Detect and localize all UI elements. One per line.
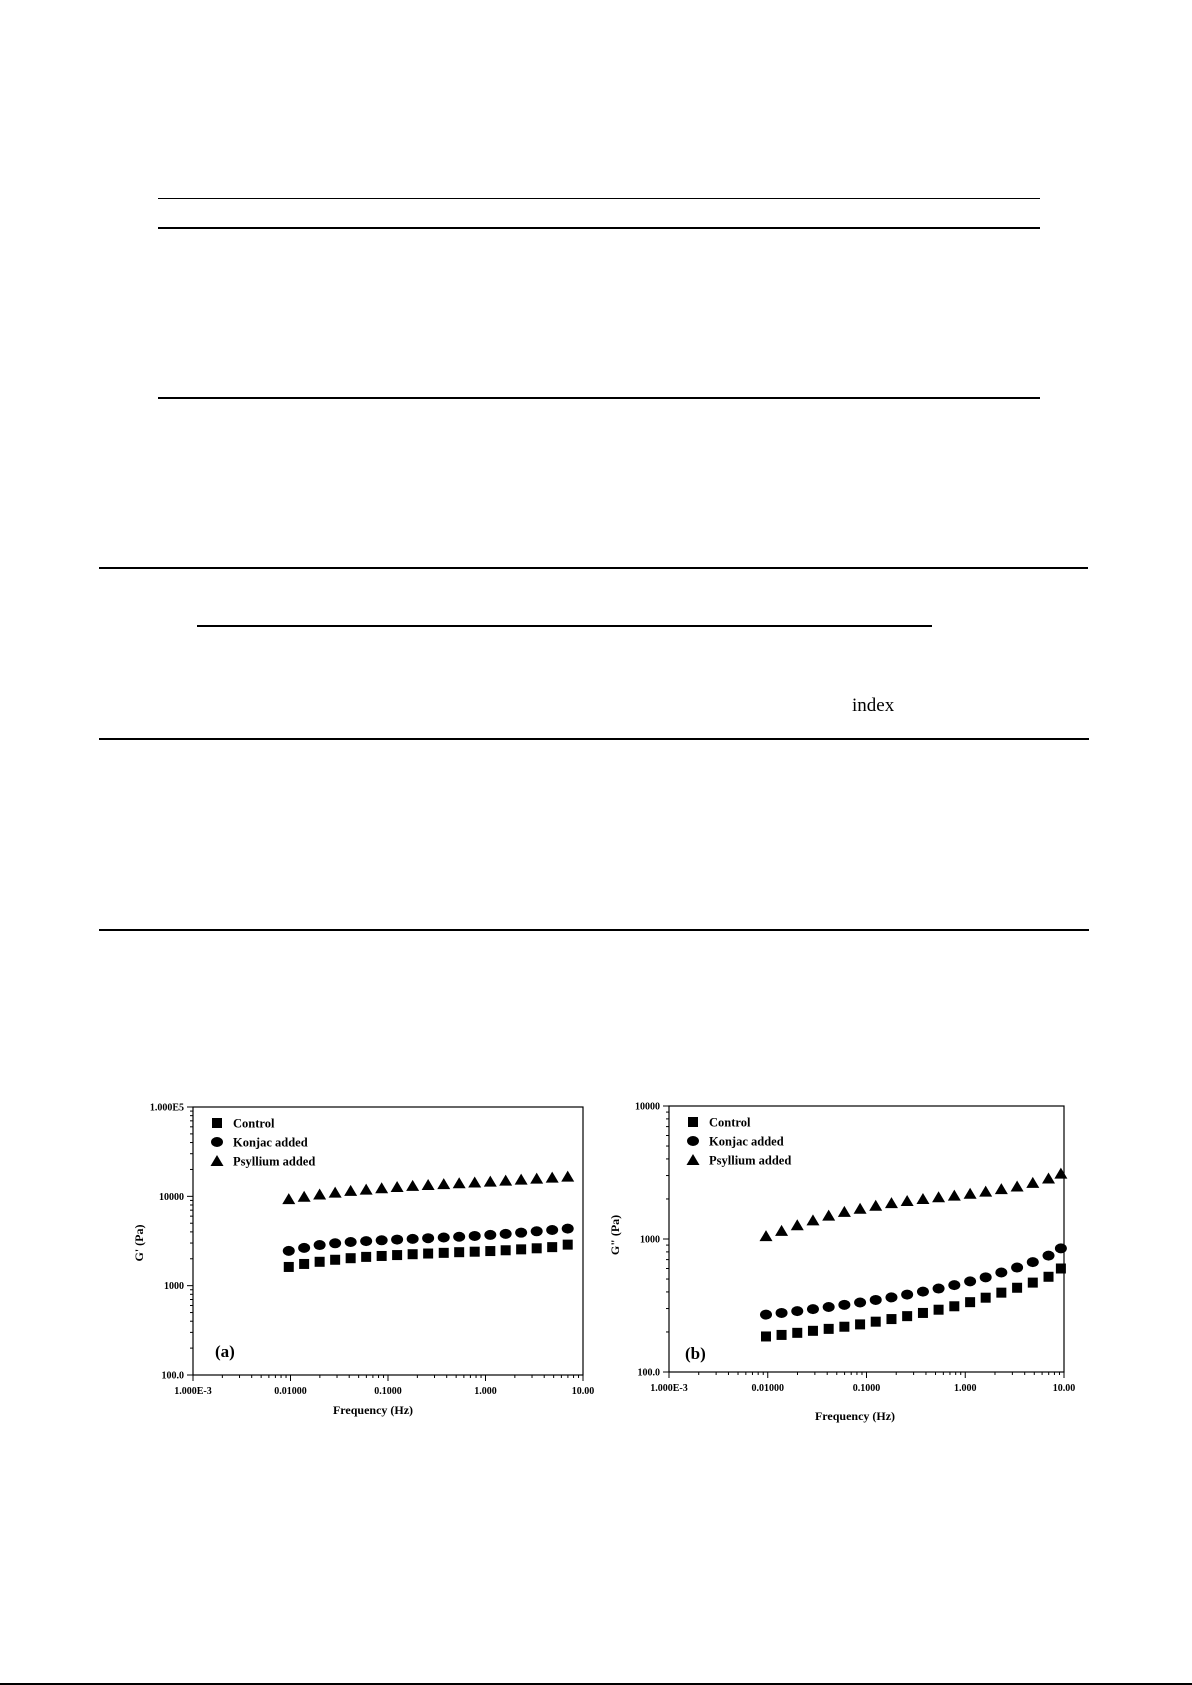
data-point-circle	[484, 1230, 496, 1240]
data-point-circle	[314, 1240, 326, 1250]
data-point-triangle	[1011, 1181, 1024, 1192]
data-point-circle	[901, 1290, 913, 1300]
data-point-triangle	[282, 1193, 295, 1204]
data-point-circle	[407, 1234, 419, 1244]
x-tick-label: 1.000E-3	[174, 1386, 212, 1397]
data-point-circle	[760, 1310, 772, 1320]
data-point-circle	[885, 1292, 897, 1302]
data-point-square	[547, 1242, 557, 1252]
data-point-circle	[995, 1267, 1007, 1277]
legend-label-konjac-added: Konjac added	[709, 1134, 784, 1149]
data-point-circle	[823, 1302, 835, 1312]
data-point-triangle	[775, 1225, 788, 1236]
legend-marker-circle	[211, 1137, 223, 1147]
legend-label-konjac-added: Konjac added	[233, 1135, 308, 1150]
data-point-circle	[360, 1236, 372, 1246]
data-point-square	[315, 1257, 325, 1267]
data-point-square	[346, 1253, 356, 1263]
series-psyllium-added	[759, 1168, 1067, 1242]
data-point-square	[330, 1255, 340, 1265]
table2-spanner-rule	[197, 625, 932, 627]
data-point-circle	[376, 1235, 388, 1245]
legend-marker-square	[212, 1118, 222, 1128]
legend	[687, 1116, 792, 1168]
data-point-square	[1044, 1272, 1054, 1282]
x-tick-label: 0.01000	[274, 1386, 307, 1397]
data-point-triangle	[422, 1179, 435, 1190]
data-point-circle	[980, 1272, 992, 1282]
data-point-square	[439, 1248, 449, 1258]
data-point-square	[392, 1250, 402, 1260]
data-point-circle	[469, 1231, 481, 1241]
x-tick-label: 0.01000	[751, 1383, 784, 1394]
data-point-square	[1028, 1278, 1038, 1288]
data-point-triangle	[759, 1230, 772, 1241]
data-point-square	[284, 1262, 294, 1272]
data-point-triangle	[1042, 1173, 1055, 1184]
legend-label-psyllium-added: Psyllium added	[233, 1154, 316, 1169]
data-point-square	[777, 1330, 787, 1340]
data-point-circle	[453, 1232, 465, 1242]
series-control	[284, 1240, 573, 1272]
legend-marker-triangle	[687, 1154, 700, 1165]
data-point-triangle	[530, 1173, 543, 1184]
data-point-circle	[1043, 1251, 1055, 1261]
data-point-circle	[807, 1304, 819, 1314]
data-point-triangle	[313, 1188, 326, 1199]
data-point-square	[981, 1293, 991, 1303]
chart-loss-modulus	[600, 1095, 1080, 1435]
x-tick-label: 10.00	[571, 1386, 595, 1397]
data-point-triangle	[546, 1172, 559, 1183]
data-point-square	[516, 1244, 526, 1254]
panel-label: (b)	[685, 1344, 706, 1363]
data-point-square	[470, 1247, 480, 1257]
x-tick-label: 10.00	[1052, 1383, 1076, 1394]
data-point-square	[1012, 1283, 1022, 1293]
data-point-circle	[1027, 1257, 1039, 1267]
legend-marker-circle	[687, 1136, 699, 1146]
legend-label-control: Control	[233, 1116, 275, 1131]
data-point-circle	[531, 1226, 543, 1236]
data-point-triangle	[375, 1182, 388, 1193]
data-point-circle	[298, 1243, 310, 1253]
data-point-square	[408, 1249, 418, 1259]
table1-bottom-rule	[158, 397, 1040, 399]
data-point-triangle	[468, 1176, 481, 1187]
data-point-triangle	[822, 1210, 835, 1221]
data-point-circle	[776, 1308, 788, 1318]
data-point-circle	[391, 1235, 403, 1245]
data-point-triangle	[344, 1185, 357, 1196]
table1-header-rule	[158, 227, 1040, 229]
data-point-square	[855, 1319, 865, 1329]
data-point-triangle	[437, 1178, 450, 1189]
data-point-circle	[1011, 1263, 1023, 1273]
data-point-triangle	[995, 1183, 1008, 1194]
chart-storage-modulus	[120, 1095, 600, 1425]
data-point-triangle	[791, 1219, 804, 1230]
x-axis-title: Frequency (Hz)	[814, 1409, 896, 1423]
x-tick-label: 0.1000	[852, 1383, 881, 1394]
data-point-triangle	[948, 1190, 961, 1201]
y-tick-label: 1000	[640, 1234, 660, 1246]
data-point-triangle	[561, 1171, 574, 1182]
data-point-circle	[422, 1233, 434, 1243]
data-point-square	[361, 1252, 371, 1262]
data-point-circle	[838, 1300, 850, 1310]
data-point-triangle	[806, 1214, 819, 1225]
data-point-circle	[1055, 1243, 1067, 1253]
data-point-square	[792, 1328, 802, 1338]
legend-label-control: Control	[709, 1115, 751, 1130]
data-point-triangle	[1026, 1177, 1039, 1188]
data-point-square	[299, 1259, 309, 1269]
data-point-triangle	[499, 1175, 512, 1186]
data-point-square	[501, 1245, 511, 1255]
y-axis-title: G' (Pa)	[132, 1224, 146, 1262]
data-point-circle	[964, 1276, 976, 1286]
data-point-square	[377, 1251, 387, 1261]
data-point-square	[996, 1288, 1006, 1298]
data-point-circle	[329, 1238, 341, 1248]
data-point-square	[454, 1247, 464, 1257]
data-point-circle	[546, 1225, 558, 1235]
x-tick-label: 0.1000	[374, 1386, 402, 1397]
data-point-triangle	[901, 1195, 914, 1206]
data-point-triangle	[329, 1187, 342, 1198]
legend-label-psyllium-added: Psyllium added	[709, 1153, 792, 1168]
y-tick-label: 10000	[635, 1101, 660, 1113]
data-point-triangle	[854, 1203, 867, 1214]
data-point-square	[532, 1243, 542, 1253]
data-point-triangle	[838, 1206, 851, 1217]
x-tick-label: 1.000	[474, 1386, 497, 1397]
legend	[211, 1117, 316, 1169]
data-point-triangle	[406, 1180, 419, 1191]
data-point-circle	[933, 1284, 945, 1294]
data-point-square	[949, 1301, 959, 1311]
data-point-square	[934, 1305, 944, 1315]
data-point-square	[824, 1324, 834, 1334]
x-tick-label: 1.000	[954, 1383, 977, 1394]
data-point-square	[485, 1246, 495, 1256]
series-control	[761, 1264, 1066, 1342]
y-tick-label: 1.000E5	[149, 1102, 184, 1114]
series-konjac-added	[760, 1243, 1067, 1319]
data-point-triangle	[298, 1191, 311, 1202]
data-point-square	[1056, 1264, 1066, 1274]
data-point-square	[563, 1240, 573, 1250]
data-point-triangle	[1054, 1168, 1067, 1179]
data-point-square	[902, 1311, 912, 1321]
data-point-circle	[854, 1298, 866, 1308]
data-point-triangle	[453, 1177, 466, 1188]
legend-marker-triangle	[211, 1155, 224, 1166]
x-tick-label: 1.000E-3	[650, 1383, 688, 1394]
legend-marker-square	[688, 1117, 698, 1127]
data-point-triangle	[391, 1181, 404, 1192]
table2-header-rule	[99, 738, 1089, 740]
data-point-circle	[791, 1306, 803, 1316]
data-point-square	[839, 1322, 849, 1332]
table1-top-rule	[158, 198, 1040, 199]
data-point-triangle	[869, 1200, 882, 1211]
x-axis-title: Frequency (Hz)	[332, 1403, 414, 1417]
data-point-square	[886, 1314, 896, 1324]
data-point-square	[423, 1249, 433, 1259]
y-tick-label: 10000	[159, 1191, 184, 1203]
data-point-triangle	[515, 1174, 528, 1185]
data-point-triangle	[360, 1184, 373, 1195]
y-tick-label: 1000	[164, 1281, 184, 1293]
y-tick-label: 100.0	[161, 1370, 184, 1382]
data-point-circle	[870, 1295, 882, 1305]
y-axis-title: G" (Pa)	[608, 1214, 622, 1256]
data-point-triangle	[916, 1193, 929, 1204]
data-point-triangle	[885, 1197, 898, 1208]
series-psyllium-added	[282, 1171, 574, 1204]
data-point-triangle	[932, 1191, 945, 1202]
table2-bottom-rule	[99, 929, 1089, 931]
data-point-circle	[283, 1246, 295, 1256]
data-point-circle	[438, 1233, 450, 1243]
data-point-circle	[500, 1229, 512, 1239]
data-point-triangle	[979, 1186, 992, 1197]
data-point-square	[965, 1297, 975, 1307]
panel-label: (a)	[215, 1342, 235, 1361]
data-point-circle	[562, 1224, 574, 1234]
y-tick-label: 100.0	[637, 1367, 660, 1379]
data-point-square	[918, 1308, 928, 1318]
data-point-square	[808, 1326, 818, 1336]
table2-header-index: index	[852, 695, 895, 716]
data-point-triangle	[484, 1176, 497, 1187]
data-point-square	[761, 1331, 771, 1341]
data-point-circle	[515, 1228, 527, 1238]
data-point-square	[871, 1317, 881, 1327]
table2-top-rule	[99, 567, 1088, 569]
data-point-triangle	[964, 1188, 977, 1199]
data-point-circle	[917, 1287, 929, 1297]
data-point-circle	[345, 1237, 357, 1247]
data-point-circle	[948, 1280, 960, 1290]
